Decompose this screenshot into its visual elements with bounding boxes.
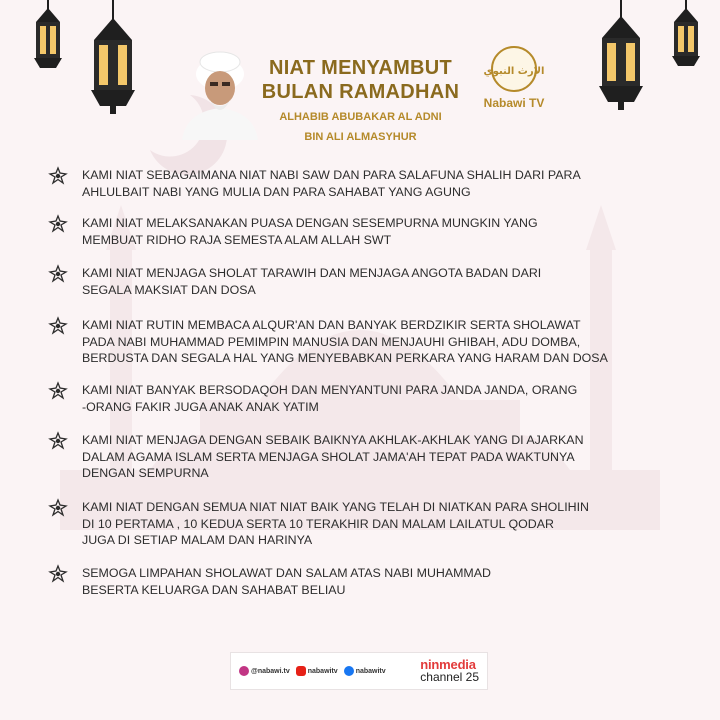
facebook-handle[interactable]: nabawitv [344,666,386,676]
list-item-text: DI 10 PERTAMA , 10 KEDUA SERTA 10 TERAKHIR DAN MALAM LAILATUL QODAR [82,516,554,531]
list-item-text: KAMI NIAT MENJAGA DENGAN SEBAIK BAIKNYA AKHLAK-AKHLAK YANG DI AJARKAN [82,433,584,447]
page-title: BULAN RAMADHAN [261,81,460,103]
ornament-bullet-icon [50,566,66,582]
list-item [50,317,690,367]
list-item-text: DALAM AGAMA ISLAM SERTA MENJAGA SHOLAT JAMA'AH TEPAT PADA WAKTUNYA [82,449,575,464]
ornament-bullet-icon [50,168,66,184]
list-item-text: DENGAN SEMPURNA [82,466,209,481]
ninmedia-brand: ninmedia [420,657,476,672]
list-item-text: KAMI NIAT MELAKSANAKAN PUASA DENGAN SESEMPURNA MUNGKIN YANG [82,216,538,230]
ornament-bullet-icon [50,433,66,449]
header [258,56,463,144]
portrait-image [176,40,264,140]
ornament-bullet-icon [50,318,66,334]
lantern-icon [86,0,140,116]
author-name: BIN ALI ALMASYHUR [304,131,417,143]
list-item [50,382,690,415]
ninmedia-logo [420,659,479,683]
list-item-text: SEGALA MAKSIAT DAN DOSA [82,282,256,297]
lantern-icon [666,0,706,72]
list-item-text: KAMI NIAT BANYAK BERSODAQOH DAN MENYANTUNI PARA JANDA JANDA, ORANG [82,383,578,397]
nabawi-logo-icon [483,44,545,94]
list-item-text: MEMBUAT RIDHO RAJA SEMESTA ALAM ALLAH SWT [82,232,392,247]
brand-logo [470,44,558,110]
list-item-text: PADA NABI MUHAMMAD PEMIMPIN MANUSIA DAN MENJAUHI GHIBAH, ADU DOMBA, [82,334,581,349]
list-item [50,499,690,549]
instagram-icon [239,666,249,676]
list-item-text: KAMI NIAT DENGAN SEMUA NIAT NIAT BAIK YANG TELAH DI NIATKAN PARA SHOLIHIN [82,500,589,514]
list-item [50,215,690,248]
page-title: NIAT MENYAMBUT [268,57,453,79]
ornament-bullet-icon [50,383,66,399]
ornament-bullet-icon [50,216,66,232]
list-item-text: AHLULBAIT NABI YANG MULIA DAN PARA SAHABAT YANG AGUNG [82,184,471,199]
lantern-icon [28,0,68,74]
list-item [50,565,690,598]
ninmedia-channel: channel 25 [420,670,479,684]
list-item [50,167,690,200]
youtube-handle[interactable]: nabawitv [296,666,338,676]
list-item-text: KAMI NIAT SEBAGAIMANA NIAT NABI SAW DAN PARA SALAFUNA SHALIH DARI PARA [82,168,581,182]
instagram-handle[interactable]: @nabawi.tv [239,666,290,676]
list-item-text: JUGA DI SETIAP MALAM DAN HARINYA [82,533,313,548]
list-item-text: BERDUSTA DAN SEGALA HAL YANG MENYEBABKAN PERKARA YANG HARAM DAN DOSA [82,351,608,366]
brand-name: Nabawi TV [483,96,545,110]
social-footer [230,652,488,690]
list-item-text: -ORANG FAKIR JUGA ANAK ANAK YATIM [82,399,319,414]
list-item-text: KAMI NIAT MENJAGA SHOLAT TARAWIH DAN MENJAGA ANGOTA BADAN DARI [82,266,542,280]
list-item [50,432,690,482]
list-item-text: KAMI NIAT RUTIN MEMBACA ALQUR'AN DAN BANYAK BERDZIKIR SERTA SHOLAWAT [82,318,581,332]
ornament-bullet-icon [50,266,66,282]
list-item-text: BESERTA KELUARGA DAN SAHABAT BELIAU [82,582,346,597]
ornament-bullet-icon [50,500,66,516]
facebook-icon [344,666,354,676]
logo-text: الإرث النبوي [483,66,545,77]
youtube-icon [296,666,306,676]
author-name: ALHABIB ABUBAKAR AL ADNI [279,111,442,123]
lantern-icon [594,0,648,112]
list-item-text: SEMOGA LIMPAHAN SHOLAWAT DAN SALAM ATAS NABI MUHAMMAD [82,566,491,580]
list-item [50,265,690,298]
